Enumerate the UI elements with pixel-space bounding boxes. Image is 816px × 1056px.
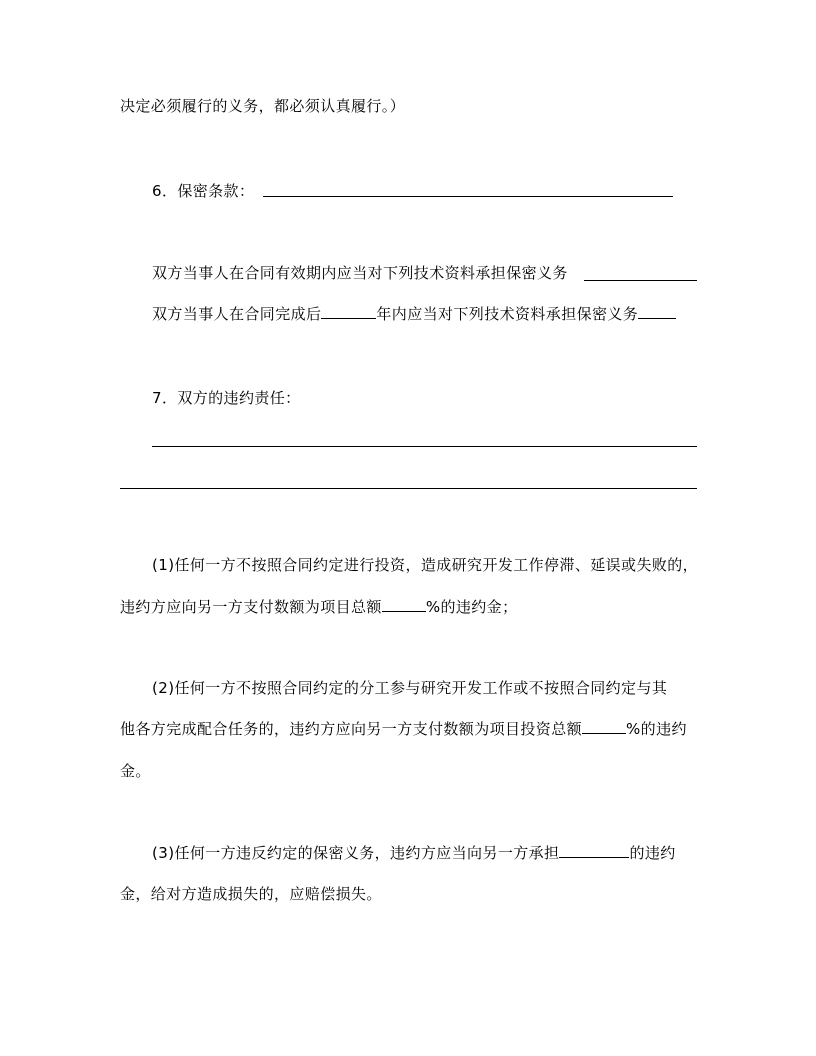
section7-blank-1 — [152, 446, 697, 447]
section6-line1-blank — [584, 280, 697, 281]
clause2-line2: 他各方完成配合任务的，违约方应向另一方支付数额为项目投资总额 %的违约 — [120, 720, 687, 738]
clause3-line1: (3)任何一方违反约定的保密义务，违约方应当向另一方承担 的违约 — [152, 844, 676, 862]
clause1-percent-blank — [382, 597, 426, 612]
section6-line1: 双方当事人在合同有效期内应当对下列技术资料承担保密义务 — [152, 264, 568, 282]
years-blank — [321, 304, 376, 319]
section6-line2-blank — [638, 304, 676, 319]
continuation-text: 决定必须履行的义务，都必须认真履行。） — [120, 97, 406, 115]
section7-blank-2 — [120, 488, 697, 489]
section6-line2: 双方当事人在合同完成后 年内应当对下列技术资料承担保密义务 — [152, 304, 676, 324]
clause2-line1: (2)任何一方不按照合同约定的分工参与研究开发工作或不按照合同约定与其 — [152, 679, 668, 697]
clause2-line3: 金。 — [120, 762, 151, 780]
section6-title: 6．保密条款： — [152, 182, 255, 200]
clause3-amount-blank — [559, 843, 629, 858]
clause3-line2: 金，给对方造成损失的，应赔偿损失。 — [120, 885, 382, 903]
section6-blank — [263, 196, 673, 197]
section7-title: 7．双方的违约责任： — [152, 389, 301, 407]
clause1-line2: 违约方应向另一方支付数额为项目总额 %的违约金； — [120, 598, 518, 616]
clause2-percent-blank — [582, 719, 626, 734]
clause1-line1: (1)任何一方不按照合同约定进行投资，造成研究开发工作停滞、延误或失败的， — [152, 556, 699, 574]
